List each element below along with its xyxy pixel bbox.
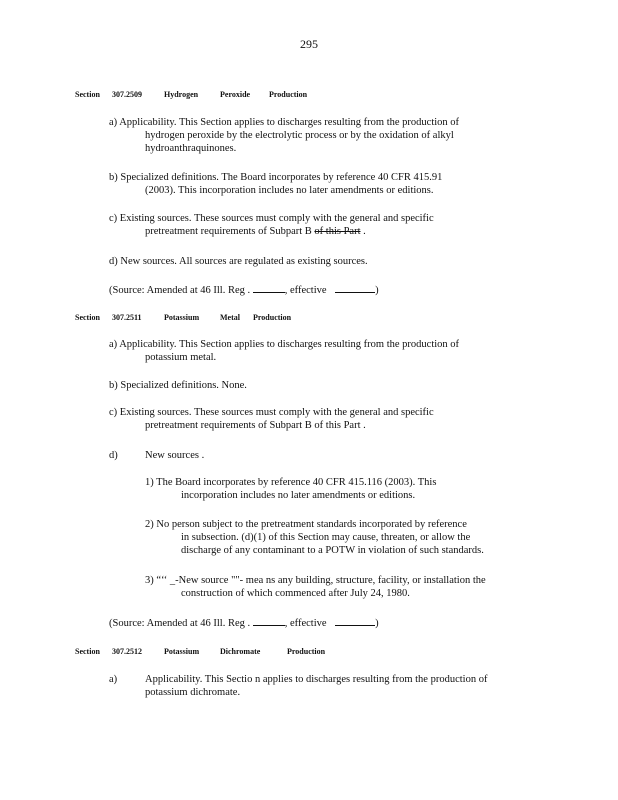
- source-text: , effective: [284, 618, 327, 629]
- text-line: potassium metal.: [145, 352, 217, 363]
- text-line: a) Applicability. This Section applies to discharges resulting from the production of: [109, 339, 460, 350]
- text-line: [109, 225, 434, 238]
- text-line: construction of which commenced after July 24, 1980.: [181, 588, 410, 599]
- section-word: Section: [75, 90, 100, 99]
- section-number: 307.2509: [112, 90, 142, 99]
- text-line: (2003). This incorporation includes no later amendments or editions.: [145, 185, 434, 196]
- section-title-word: Potassium: [164, 313, 200, 322]
- section-title-word: Potassium: [164, 647, 200, 656]
- section-number: 307.2511: [112, 313, 142, 322]
- text-line: hydroanthraquinones.: [145, 143, 237, 154]
- text-line: b) Specialized definitions. The Board incorporates by reference 40 CFR 415.91: [109, 172, 443, 183]
- text-fragment: pretreatment requirements of Subpart B: [145, 226, 315, 237]
- text-line: in subsection. (d)(1) of this Section may cause, threaten, or allow the: [181, 532, 471, 543]
- paragraph-a: [109, 116, 459, 155]
- section-title-word: Production: [287, 647, 326, 656]
- subparagraph-2: [145, 518, 484, 557]
- text-line: discharge of any contaminant to a POTW in violation of such standards.: [181, 545, 484, 556]
- source-note: [109, 283, 379, 297]
- source-text: , effective: [284, 285, 327, 296]
- blank-line: [253, 283, 285, 293]
- text-line: b) Specialized definitions. None.: [109, 380, 247, 391]
- section-title-word: Production: [269, 90, 308, 99]
- blank-line: [253, 616, 285, 626]
- source-note: [109, 616, 379, 630]
- section-title-word: Production: [253, 313, 292, 322]
- paragraph-a: [109, 673, 488, 698]
- section-title-word: Hydrogen: [164, 90, 199, 99]
- paragraph-d: [109, 255, 368, 268]
- section-number: 307.2512: [112, 647, 142, 656]
- text-line: potassium dichromate.: [145, 687, 241, 698]
- text-fragment: .: [360, 226, 366, 237]
- text-line: 3) “‘‘ _‐New source ""‐ mea ns any building, structure, facility, or installation the: [145, 575, 486, 586]
- paragraph-d: [109, 449, 205, 462]
- blank-line: [335, 283, 375, 293]
- text-line: 1) The Board incorporates by reference 40 CFR 415.116 (2003). This: [145, 477, 437, 488]
- item-label: d): [109, 450, 118, 461]
- source-text: ): [375, 618, 379, 629]
- text-line: pretreatment requirements of Subpart B of this Part .: [145, 420, 366, 431]
- section-word: Section: [75, 647, 100, 656]
- text-line: incorporation includes no later amendments or editions.: [181, 490, 416, 501]
- paragraph-b: [109, 379, 247, 392]
- text-line: Applicability. This Sectio n applies to discharges resulting from the production of: [145, 674, 488, 685]
- page-number: 295: [300, 37, 318, 51]
- text-line: c) Existing sources. These sources must comply with the general and specific: [109, 213, 434, 224]
- text-line: a) Applicability. This Section applies to discharges resulting from the production of: [109, 117, 460, 128]
- section-word: Section: [75, 313, 100, 322]
- blank-line: [335, 616, 375, 626]
- text-line: 2) No person subject to the pretreatment standards incorporated by reference: [145, 519, 467, 530]
- subparagraph-3: [145, 574, 486, 600]
- stricken-text: of this Part: [314, 226, 361, 237]
- paragraph-a: [109, 338, 459, 364]
- source-text: ): [375, 285, 379, 296]
- source-text: (Source: Amended at 46 Ill. Reg .: [109, 285, 251, 296]
- section-title-word: Dichromate: [220, 647, 261, 656]
- text-line: d) New sources. All sources are regulated as existing sources.: [109, 256, 368, 267]
- paragraph-c: [109, 406, 434, 432]
- paragraph-c: [109, 212, 434, 238]
- paragraph-b: [109, 171, 442, 197]
- subparagraph-1: [145, 476, 436, 502]
- section-title-word: Peroxide: [220, 90, 251, 99]
- source-text: (Source: Amended at 46 Ill. Reg .: [109, 618, 251, 629]
- text-line: New sources .: [145, 450, 205, 461]
- section-title-word: Metal: [220, 313, 240, 322]
- item-label: a): [109, 674, 118, 685]
- text-line: hydrogen peroxide by the electrolytic process or by the oxidation of alkyl: [145, 130, 454, 141]
- text-line: c) Existing sources. These sources must comply with the general and specific: [109, 407, 434, 418]
